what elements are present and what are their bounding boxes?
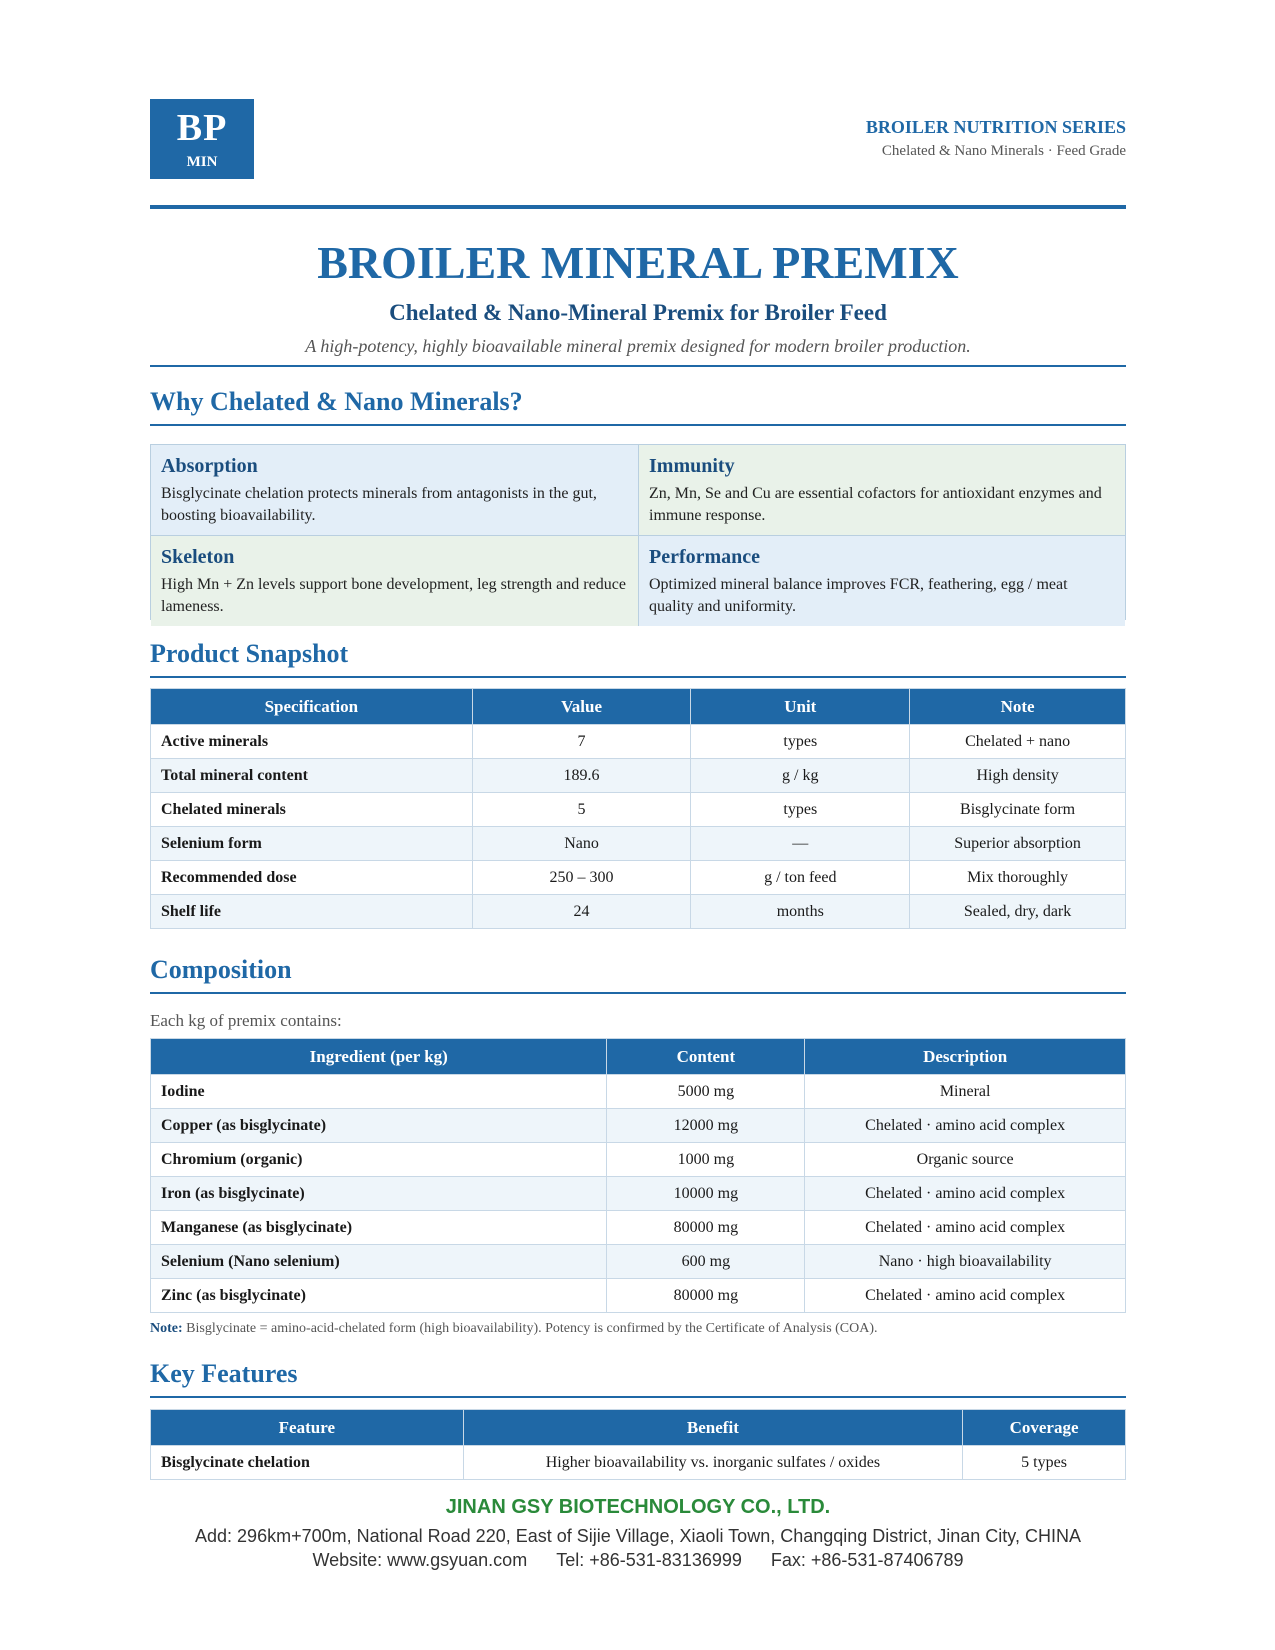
benefit-text: Optimized mineral balance improves FCR, feathering, egg / meat quality and uniformity.	[649, 576, 1068, 615]
column-header: Content	[607, 1039, 805, 1075]
section-heading-why: Why Chelated & Nano Minerals?	[150, 387, 523, 416]
table-cell: 80000 mg	[607, 1279, 805, 1313]
table-cell: Higher bioavailability vs. inorganic sulfates / oxides	[463, 1446, 962, 1480]
table-cell: Bisglycinate chelation	[151, 1446, 464, 1480]
table-cell: Active minerals	[151, 725, 473, 759]
table-cell: Mix thoroughly	[910, 861, 1126, 895]
table-cell: Shelf life	[151, 895, 473, 929]
column-header: Coverage	[963, 1410, 1126, 1446]
table-row	[151, 1446, 1126, 1480]
column-header: Note	[910, 689, 1126, 725]
table-cell: Iodine	[151, 1075, 607, 1109]
benefit-card-performance	[638, 535, 1125, 626]
table-cell: Zinc (as bisglycinate)	[151, 1279, 607, 1313]
table-row	[151, 1211, 1126, 1245]
table-cell: Chelated · amino acid complex	[805, 1177, 1126, 1211]
table-row	[151, 759, 1126, 793]
company-address: Add: 296km+700m, National Road 220, East of Sijie Village, Xiaoli Town, Changqing District, Jinan City, CHINA	[195, 1526, 1081, 1546]
benefit-card-skeleton	[151, 535, 638, 626]
column-header: Description	[805, 1039, 1126, 1075]
benefit-title: Performance	[649, 546, 761, 568]
composition-table	[150, 1038, 1126, 1313]
benefit-text: Zn, Mn, Se and Cu are essential cofactors for antioxidant enzymes and immune response.	[649, 485, 1102, 524]
table-cell: Nano · high bioavailability	[805, 1245, 1126, 1279]
table-cell: 189.6	[472, 759, 691, 793]
table-row	[151, 1177, 1126, 1211]
section-divider	[150, 676, 1126, 678]
column-header: Ingredient (per kg)	[151, 1039, 607, 1075]
table-cell: 5 types	[963, 1446, 1126, 1480]
table-cell: 5000 mg	[607, 1075, 805, 1109]
benefit-text: Bisglycinate chelation protects minerals from antagonists in the gut, boosting bioavailability.	[161, 485, 597, 524]
section-heading-composition: Composition	[150, 955, 292, 984]
table-cell: —	[691, 827, 910, 861]
column-header: Value	[472, 689, 691, 725]
table-cell: 5	[472, 793, 691, 827]
table-row	[151, 827, 1126, 861]
table-cell: 7	[472, 725, 691, 759]
table-cell: months	[691, 895, 910, 929]
table-cell: Copper (as bisglycinate)	[151, 1109, 607, 1143]
table-cell: Bisglycinate form	[910, 793, 1126, 827]
table-cell: Total mineral content	[151, 759, 473, 793]
benefit-card-immunity	[638, 445, 1125, 535]
table-row	[151, 1279, 1126, 1313]
table-cell: Chromium (organic)	[151, 1143, 607, 1177]
table-cell: 24	[472, 895, 691, 929]
column-header: Unit	[691, 689, 910, 725]
table-row	[151, 1143, 1126, 1177]
brand-logo	[150, 99, 254, 179]
section-heading-features: Key Features	[150, 1359, 298, 1388]
table-cell: Mineral	[805, 1075, 1126, 1109]
column-header: Benefit	[463, 1410, 962, 1446]
table-cell: Recommended dose	[151, 861, 473, 895]
benefit-card-absorption	[151, 445, 638, 535]
table-header-row	[151, 689, 1126, 725]
title-divider	[150, 365, 1126, 367]
page-subtitle: Chelated & Nano-Mineral Premix for Broiler Feed	[389, 300, 887, 325]
table-cell: Chelated · amino acid complex	[805, 1279, 1126, 1313]
benefit-title: Absorption	[161, 455, 258, 477]
telephone-text: Tel: +86-531-83136999	[556, 1550, 742, 1570]
table-cell: Iron (as bisglycinate)	[151, 1177, 607, 1211]
table-row	[151, 793, 1126, 827]
table-row	[151, 1075, 1126, 1109]
table-cell: 80000 mg	[607, 1211, 805, 1245]
table-cell: Chelated · amino acid complex	[805, 1211, 1126, 1245]
table-cell: Chelated · amino acid complex	[805, 1109, 1126, 1143]
section-divider	[150, 1396, 1126, 1398]
benefit-title: Immunity	[649, 455, 735, 477]
table-row	[151, 861, 1126, 895]
table-cell: Organic source	[805, 1143, 1126, 1177]
company-footer	[150, 1494, 1126, 1572]
fax-text: Fax: +86-531-87406789	[770, 1550, 964, 1570]
section-divider	[150, 992, 1126, 994]
table-cell: Nano	[472, 827, 691, 861]
column-header: Specification	[151, 689, 473, 725]
table-cell: 12000 mg	[607, 1109, 805, 1143]
logo-text: BP	[176, 107, 228, 149]
website-text: Website: www.gsyuan.com	[312, 1550, 528, 1570]
series-block	[866, 116, 1126, 162]
benefit-title: Skeleton	[161, 546, 235, 568]
benefit-text: High Mn + Zn levels support bone development, leg strength and reduce lameness.	[161, 576, 626, 615]
features-table	[150, 1409, 1126, 1480]
section-divider	[150, 424, 1126, 426]
company-name: JINAN GSY BIOTECHNOLOGY CO., LTD.	[445, 1496, 831, 1518]
table-cell: Selenium form	[151, 827, 473, 861]
table-row	[151, 725, 1126, 759]
table-cell: Superior absorption	[910, 827, 1126, 861]
table-cell: types	[691, 793, 910, 827]
table-header-row	[151, 1410, 1126, 1446]
page-title: BROILER MINERAL PREMIX	[317, 237, 959, 288]
table-header-row	[151, 1039, 1126, 1075]
table-cell: 600 mg	[607, 1245, 805, 1279]
table-cell: Chelated minerals	[151, 793, 473, 827]
snapshot-table	[150, 688, 1126, 929]
page-tagline: A high-potency, highly bioavailable mineral premix designed for modern broiler production.	[305, 336, 971, 356]
header-divider	[150, 205, 1126, 209]
table-cell: Selenium (Nano selenium)	[151, 1245, 607, 1279]
table-cell: High density	[910, 759, 1126, 793]
note-label: Note:	[150, 1321, 183, 1336]
table-cell: 10000 mg	[607, 1177, 805, 1211]
composition-intro: Each kg of premix contains:	[150, 1011, 342, 1030]
logo-subtext: MIN	[186, 154, 218, 170]
composition-note	[150, 1320, 878, 1338]
table-cell: types	[691, 725, 910, 759]
table-cell: Sealed, dry, dark	[910, 895, 1126, 929]
table-cell: g / ton feed	[691, 861, 910, 895]
table-row	[151, 895, 1126, 929]
section-heading-snapshot: Product Snapshot	[150, 639, 349, 668]
table-cell: Manganese (as bisglycinate)	[151, 1211, 607, 1245]
company-contacts	[150, 1548, 1126, 1572]
table-cell: g / kg	[691, 759, 910, 793]
note-text: Bisglycinate = amino-acid-chelated form (high bioavailability). Potency is confirmed by the Certificate of Analysis (COA).	[186, 1321, 878, 1336]
table-cell: 1000 mg	[607, 1143, 805, 1177]
series-title: BROILER NUTRITION SERIES	[865, 117, 1126, 137]
benefits-grid	[150, 444, 1126, 620]
table-cell: Chelated + nano	[910, 725, 1126, 759]
table-cell: 250 – 300	[472, 861, 691, 895]
column-header: Feature	[151, 1410, 464, 1446]
series-subtitle: Chelated & Nano Minerals · Feed Grade	[881, 143, 1126, 159]
table-row	[151, 1245, 1126, 1279]
table-row	[151, 1109, 1126, 1143]
